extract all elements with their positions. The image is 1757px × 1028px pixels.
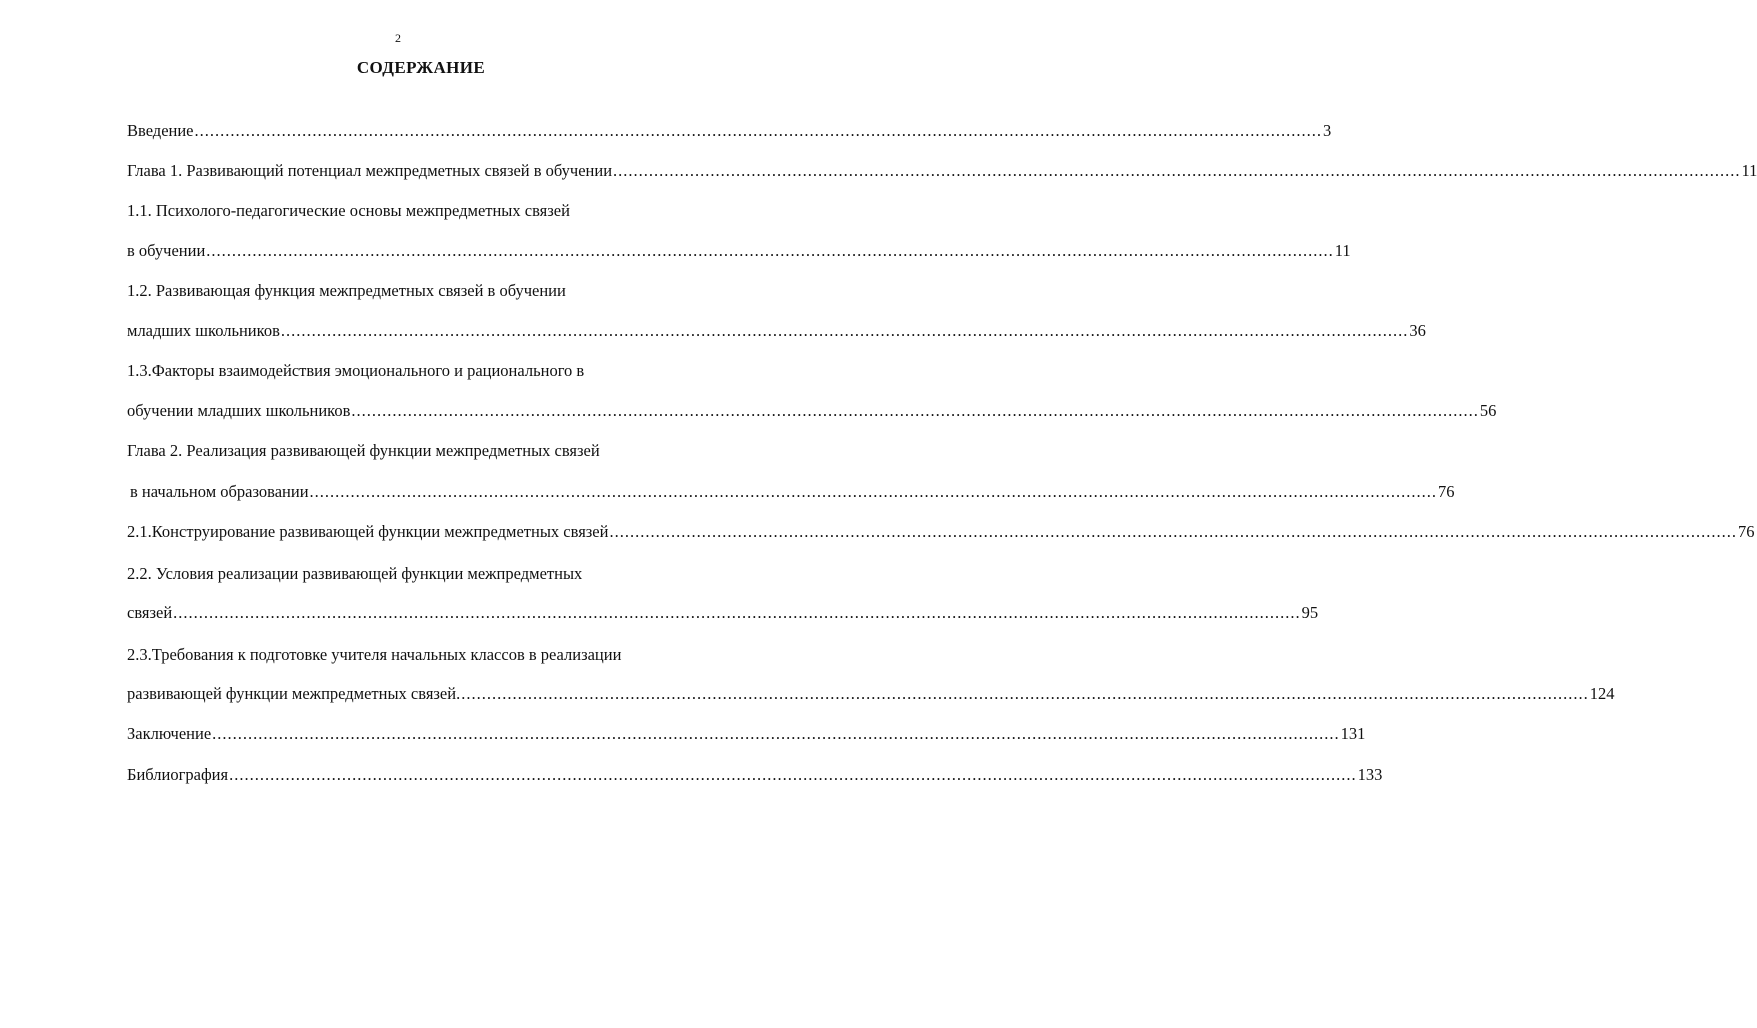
toc-entry-2-2-line1: 2.2. Условия реализации развивающей функции межпредметных	[127, 564, 583, 583]
toc-entry-text: развивающей функции межпредметных связей.	[127, 684, 461, 703]
toc-entry-page: 11	[1334, 241, 1351, 260]
toc-entry-text: 2.1.Конструирование развивающей функции межпредметных связей	[127, 522, 609, 541]
toc-entry-text: Заключение	[127, 724, 212, 743]
toc-entry-conclusion	[127, 724, 1366, 744]
toc-entry-text: младших школьников	[127, 321, 280, 340]
dot-leader: ............................................................................................................................................................................................................................	[229, 765, 1357, 784]
toc-entry-page: 56	[1479, 401, 1497, 420]
toc-entry-1-3-line1: 1.3.Факторы взаимодействия эмоционального и рационального в	[127, 361, 585, 380]
toc-entry-text: связей	[127, 603, 173, 622]
toc-entry-page: 36	[1409, 321, 1426, 340]
toc-entry-1-3	[127, 401, 1497, 421]
dot-leader: ............................................................................................................................................................................................................................	[351, 401, 1479, 420]
toc-entry-1-2-line1: 1.2. Развивающая функция межпредметных связей в обучении	[127, 281, 566, 300]
toc-entry-text: Введение	[127, 121, 194, 140]
dot-leader: ............................................................................................................................................................................................................................	[173, 603, 1301, 622]
dot-leader: ............................................................................................................................................................................................................................	[206, 241, 1334, 260]
page-title: СОДЕРЖАНИЕ	[356, 58, 486, 77]
toc-entry-intro	[127, 121, 1332, 141]
toc-entry-bibliography	[127, 765, 1383, 785]
toc-entry-text: в обучении	[127, 241, 206, 260]
toc-entry-chapter-1	[127, 161, 1757, 181]
toc-entry-page: 133	[1357, 765, 1383, 784]
dot-leader: ............................................................................................................................................................................................................................	[309, 482, 1438, 501]
toc-entry-1-1-line1: 1.1. Психолого-педагогические основы межпредметных связей	[127, 201, 570, 220]
toc-entry-text: Глава 1. Развивающий потенциал межпредметных связей в обучении	[127, 161, 613, 180]
dot-leader: ............................................................................................................................................................................................................................	[613, 161, 1741, 180]
toc-entry-text: Библиография	[127, 765, 229, 784]
dot-leader: ............................................................................................................................................................................................................................	[609, 522, 1737, 541]
toc-entry-2-3-line1: 2.3.Требования к подготовке учителя начальных классов в реализации	[127, 645, 622, 664]
toc-entry-page: 76	[1737, 522, 1755, 541]
toc-entry-1-2	[127, 321, 1426, 341]
dot-leader: ............................................................................................................................................................................................................................	[194, 121, 1323, 140]
toc-entry-page: 11	[1741, 161, 1757, 180]
toc-entry-page: 124	[1589, 684, 1615, 703]
toc-entry-1-1	[127, 241, 1351, 261]
toc-entry-page: 131	[1340, 724, 1366, 743]
toc-entry-2-3	[127, 684, 1615, 704]
dot-leader: ............................................................................................................................................................................................................................	[461, 684, 1589, 703]
page-number: 2	[395, 31, 401, 45]
toc-entry-chapter-2-line1: Глава 2. Реализация развивающей функции межпредметных связей	[127, 441, 600, 460]
toc-entry-2-2	[127, 603, 1319, 623]
toc-entry-page: 76	[1438, 482, 1455, 501]
toc-entry-text: обучении младших школьников	[127, 401, 351, 420]
toc-entry-text: в начальном образовании	[130, 482, 309, 501]
toc-entry-chapter-2	[127, 482, 1455, 502]
toc-entry-2-1	[127, 522, 1755, 542]
dot-leader: ............................................................................................................................................................................................................................	[212, 724, 1340, 743]
dot-leader: ............................................................................................................................................................................................................................	[280, 321, 1409, 340]
toc-entry-page: 95	[1301, 603, 1319, 622]
toc-entry-page: 3	[1323, 121, 1332, 140]
